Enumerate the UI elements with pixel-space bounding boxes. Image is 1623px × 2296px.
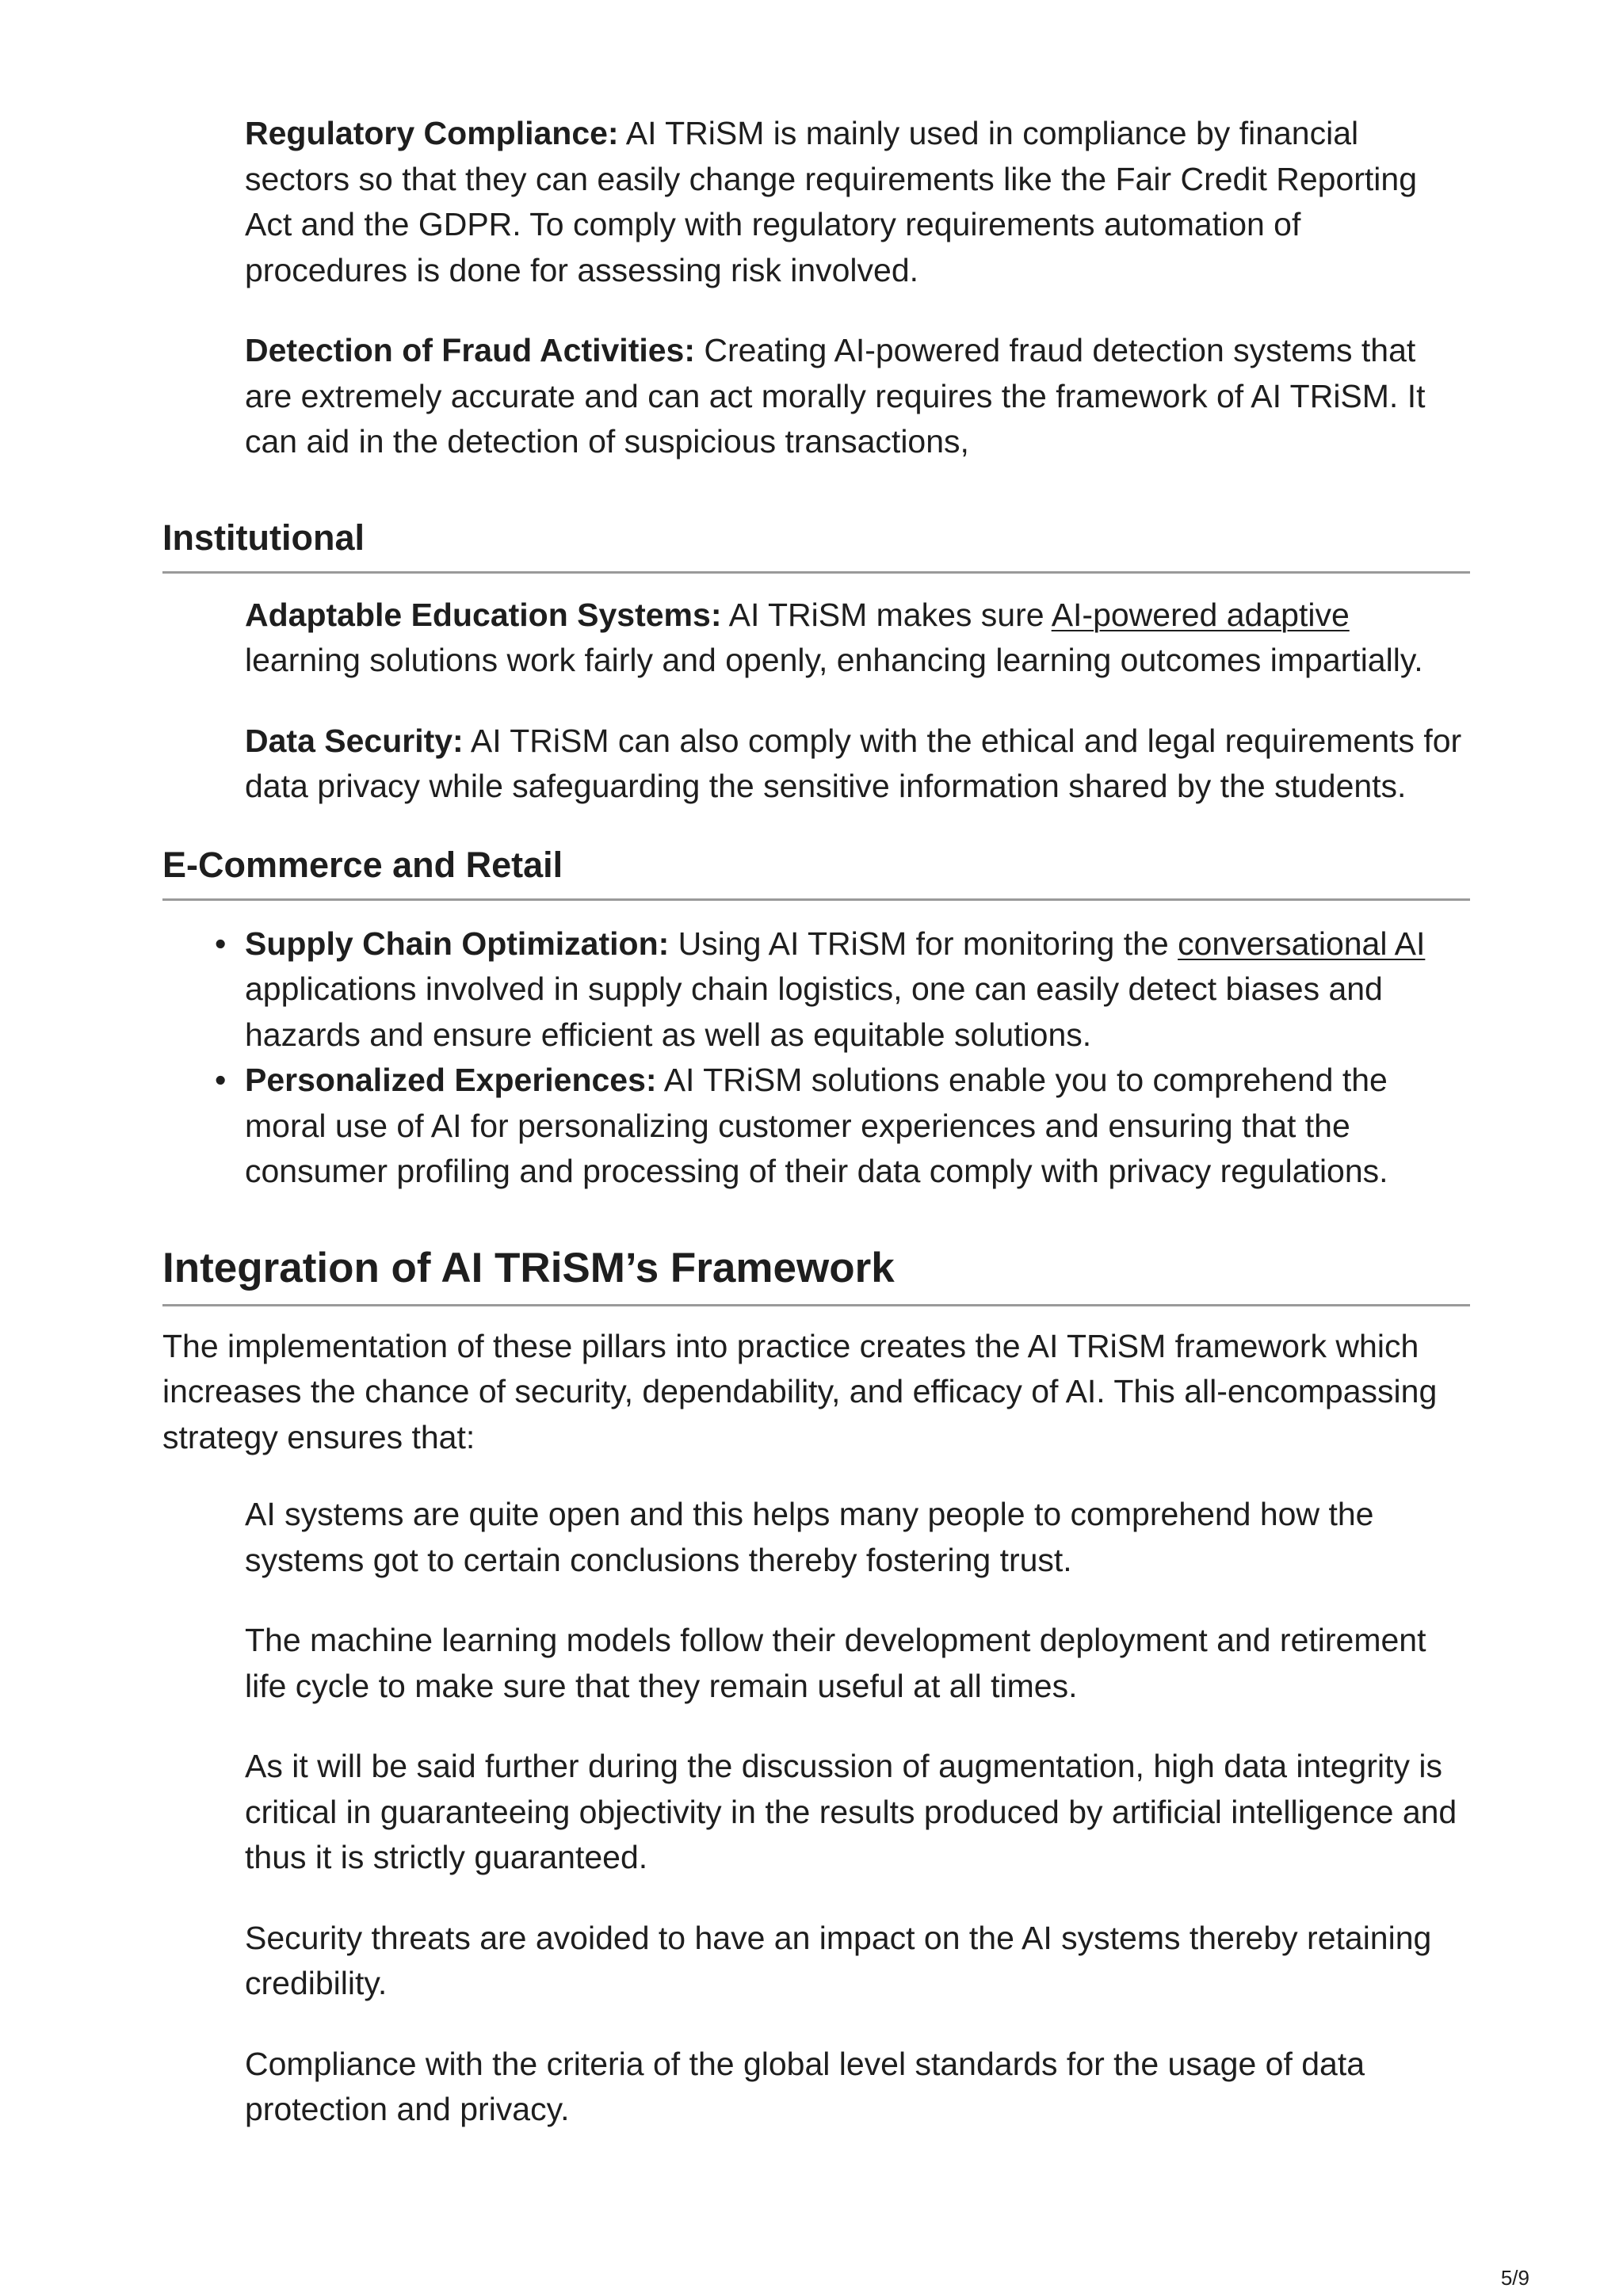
institutional-heading: Institutional (162, 517, 1470, 574)
page-number: 5/9 (1500, 2266, 1529, 2290)
conversational-ai-link[interactable]: conversational AI (1178, 925, 1426, 962)
integration-point: As it will be said further during the discussion of augmentation, high data integrity is critical in guaranteeing objectivity in the results produced by artificial intelligence and thus it is strictly guaranteed. (245, 1748, 1457, 1875)
finance-items (245, 111, 1470, 465)
integration-point: The machine learning models follow their development deployment and retirement life cycle to make sure that they remain useful at all times. (245, 1622, 1426, 1704)
ecommerce-heading: E-Commerce and Retail (162, 845, 1470, 901)
list-item-text: Using AI TRiSM for monitoring the (669, 925, 1178, 962)
integration-point: Security threats are avoided to have an impact on the AI systems thereby retaining credibility. (245, 1919, 1432, 2001)
adaptable-education-paragraph (245, 593, 1470, 684)
list-item (162, 1058, 1470, 1195)
integration-intro: The implementation of these pillars into practice creates the AI TRiSM framework which increases the chance of security, dependability, and efficacy of AI. This all-encompassing strategy ensures that: (162, 1327, 1438, 1455)
integration-heading: Integration of AI TRiSM’s Framework (162, 1244, 1470, 1306)
data-security-paragraph (245, 719, 1470, 810)
paragraph-lead: Data Security: (245, 722, 464, 759)
integration-points (245, 1492, 1470, 2133)
integration-point: AI systems are quite open and this helps many people to comprehend how the systems got to certain conclusions thereby fostering trust. (245, 1496, 1374, 1578)
list-item-text: AI TRiSM solutions enable you to comprehend the moral use of AI for personalizing customer experiences and ensuring that the consumer profiling and processing of their data comply with privacy regulations. (245, 1062, 1388, 1189)
list-item-lead: Supply Chain Optimization: (245, 925, 670, 962)
regulatory-compliance-paragraph (245, 111, 1470, 293)
paragraph-text: AI TRiSM can also comply with the ethical and legal requirements for data privacy while safeguarding the sensitive information shared by the students. (245, 722, 1462, 804)
list-item-text: applications involved in supply chain logistics, one can easily detect biases and hazards and ensure efficient as well as equitable solutions. (245, 971, 1383, 1053)
integration-point: Compliance with the criteria of the global level standards for the usage of data protection and privacy. (245, 2045, 1365, 2127)
list-item (162, 921, 1470, 1058)
bullet-icon: • (215, 1062, 227, 1098)
paragraph-lead: Detection of Fraud Activities: (245, 332, 695, 368)
paragraph-lead: Regulatory Compliance: (245, 115, 619, 151)
bullet-icon: • (215, 925, 227, 962)
list-item-lead: Personalized Experiences: (245, 1062, 657, 1098)
paragraph-text: AI TRiSM is mainly used in compliance by financial sectors so that they can easily change requirements like the Fair Credit Reporting Act and the GDPR. To comply with regulatory requirements automation of procedures is done for assessing risk involved. (245, 115, 1418, 288)
paragraph-text: Creating AI-powered fraud detection systems that are extremely accurate and can act morally requires the framework of AI TRiSM. It can aid in the detection of suspicious transactions, (245, 332, 1426, 460)
document-page (162, 111, 1470, 2168)
paragraph-text: AI TRiSM makes sure (721, 596, 1052, 633)
paragraph-lead: Adaptable Education Systems: (245, 596, 722, 633)
ai-powered-adaptive-link[interactable]: AI-powered adaptive (1051, 596, 1350, 633)
paragraph-text: learning solutions work fairly and openly, enhancing learning outcomes impartially. (245, 642, 1423, 678)
fraud-detection-paragraph (245, 328, 1470, 465)
ecommerce-list (162, 921, 1470, 1195)
institutional-items (245, 593, 1470, 810)
